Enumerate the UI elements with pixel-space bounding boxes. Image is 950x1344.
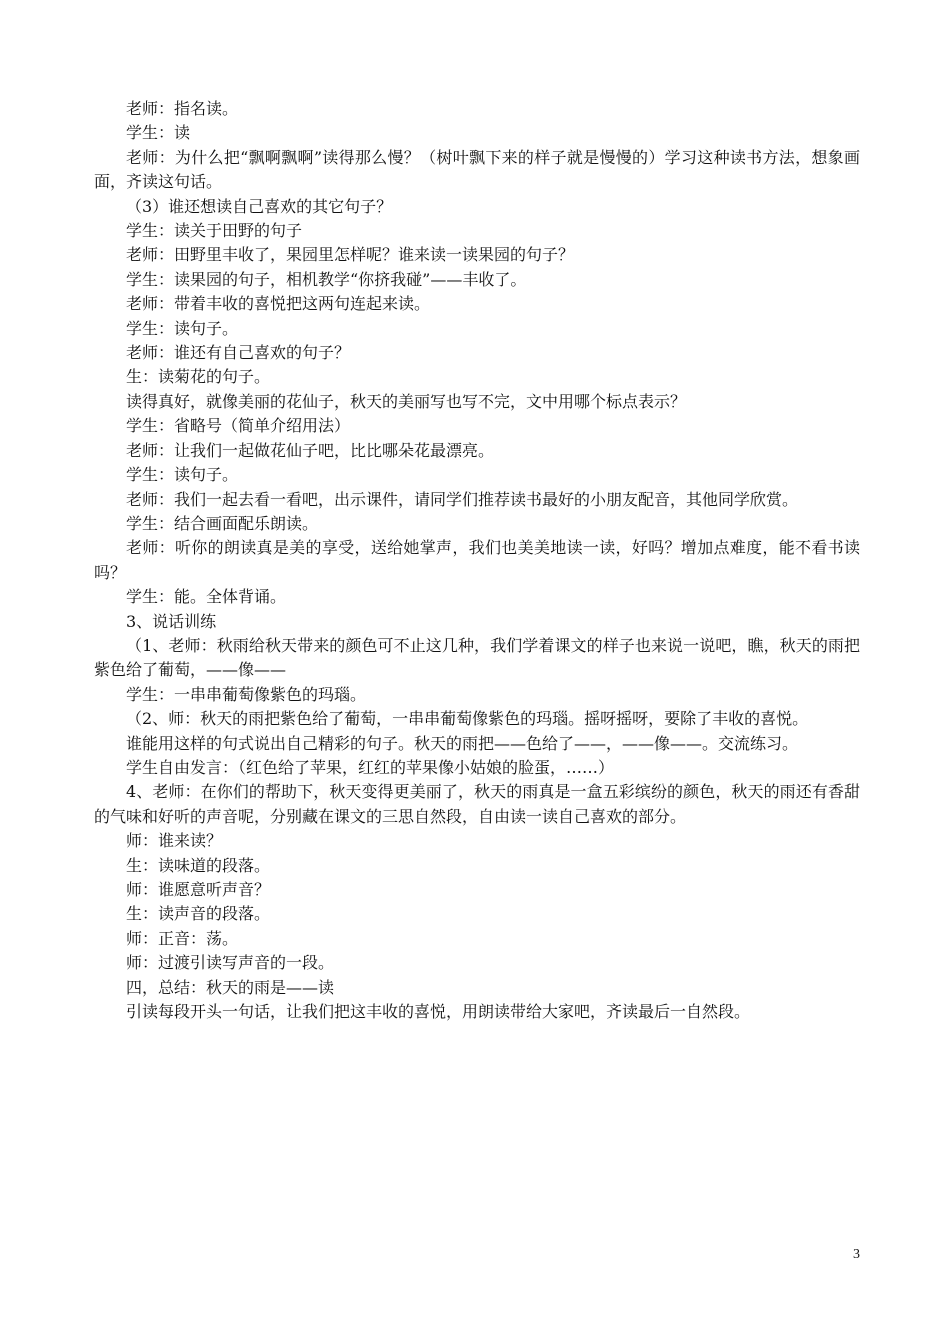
paragraph: 学生：读 bbox=[126, 123, 191, 143]
paragraph: 生：读声音的段落。 bbox=[126, 904, 271, 924]
page-number: 3 bbox=[853, 1247, 860, 1262]
paragraph: 老师：为什么把“飘啊飘啊”读得那么慢？（树叶飘下来的样子就是慢慢的）学习这种读书方法，想象画面，齐读这句话。 bbox=[94, 147, 860, 192]
paragraph: 老师：我们一起去看一看吧，出示课件，请同学们推荐读书最好的小朋友配音，其他同学欣赏。 bbox=[126, 489, 799, 509]
paragraph: 老师：让我们一起做花仙子吧，比比哪朵花最漂亮。 bbox=[126, 440, 495, 460]
paragraph: 老师：田野里丰收了，果园里怎样呢？谁来读一读果园的句子？ bbox=[126, 245, 575, 265]
paragraph: 学生：读句子。 bbox=[126, 465, 239, 485]
paragraph: 4、老师：在你们的帮助下，秋天变得更美丽了，秋天的雨真是一盒五彩缤纷的颜色，秋天的雨还有香甜的气味和好听的声音呢，分别藏在课文的三思自然段，自由读一读自己喜欢的部分。 bbox=[94, 782, 860, 826]
section-heading: 四，总结：秋天的雨是——读 bbox=[126, 977, 335, 997]
paragraph: 学生：一串串葡萄像紫色的玛瑙。 bbox=[126, 684, 367, 704]
paragraph: 学生：读果园的句子，相机教学“你挤我碰”——丰收了。 bbox=[126, 269, 527, 289]
document-body bbox=[94, 97, 860, 1024]
paragraph: 学生：读句子。 bbox=[126, 318, 239, 338]
paragraph: 生：读菊花的句子。 bbox=[126, 367, 271, 387]
paragraph: 师：正音：荡。 bbox=[126, 928, 239, 948]
paragraph: 老师：听你的朗读真是美的享受，送给她掌声，我们也美美地读一读，好吗？增加点难度，能不看书读吗？ bbox=[94, 538, 860, 582]
paragraph: 老师：指名读。 bbox=[126, 99, 239, 118]
paragraph: （2、师：秋天的雨把紫色给了葡萄，一串串葡萄像紫色的玛瑙。摇呀摇呀，要除了丰收的喜悦。 bbox=[126, 709, 809, 729]
paragraph: 学生：结合画面配乐朗读。 bbox=[126, 513, 319, 533]
paragraph: 老师：谁还有自己喜欢的句子？ bbox=[126, 343, 351, 363]
paragraph: （1、老师：秋雨给秋天带来的颜色可不止这几种，我们学着课文的样子也来说一说吧，瞧，秋天的雨把紫色给了葡萄，——像—— bbox=[94, 635, 860, 680]
paragraph: 老师：带着丰收的喜悦把这两句连起来读。 bbox=[126, 294, 431, 314]
paragraph: 学生自由发言：（红色给了苹果，红红的苹果像小姑娘的脸蛋，……） bbox=[126, 757, 615, 777]
paragraph: 引读每段开头一句话，让我们把这丰收的喜悦，用朗读带给大家吧，齐读最后一自然段。 bbox=[126, 1002, 751, 1022]
paragraph: 读得真好，就像美丽的花仙子，秋天的美丽写也写不完，文中用哪个标点表示？ bbox=[126, 391, 687, 411]
paragraph: 师：谁愿意听声音？ bbox=[126, 880, 271, 899]
paragraph: 师：过渡引读写声音的一段。 bbox=[126, 953, 335, 973]
paragraph: 师：谁来读？ bbox=[126, 831, 223, 851]
paragraph: 学生：能。全体背诵。 bbox=[126, 587, 287, 607]
paragraph: 学生：省略号（简单介绍用法） bbox=[126, 416, 351, 436]
paragraph: （3）谁还想读自己喜欢的其它句子？ bbox=[126, 196, 393, 216]
paragraph: 生：读味道的段落。 bbox=[126, 855, 271, 875]
paragraph: 学生：读关于田野的句子 bbox=[126, 221, 303, 241]
section-heading: 3、说话训练 bbox=[126, 611, 217, 631]
paragraph: 谁能用这样的句式说出自己精彩的句子。秋天的雨把——色给了——，——像——。交流练习。 bbox=[126, 733, 799, 753]
